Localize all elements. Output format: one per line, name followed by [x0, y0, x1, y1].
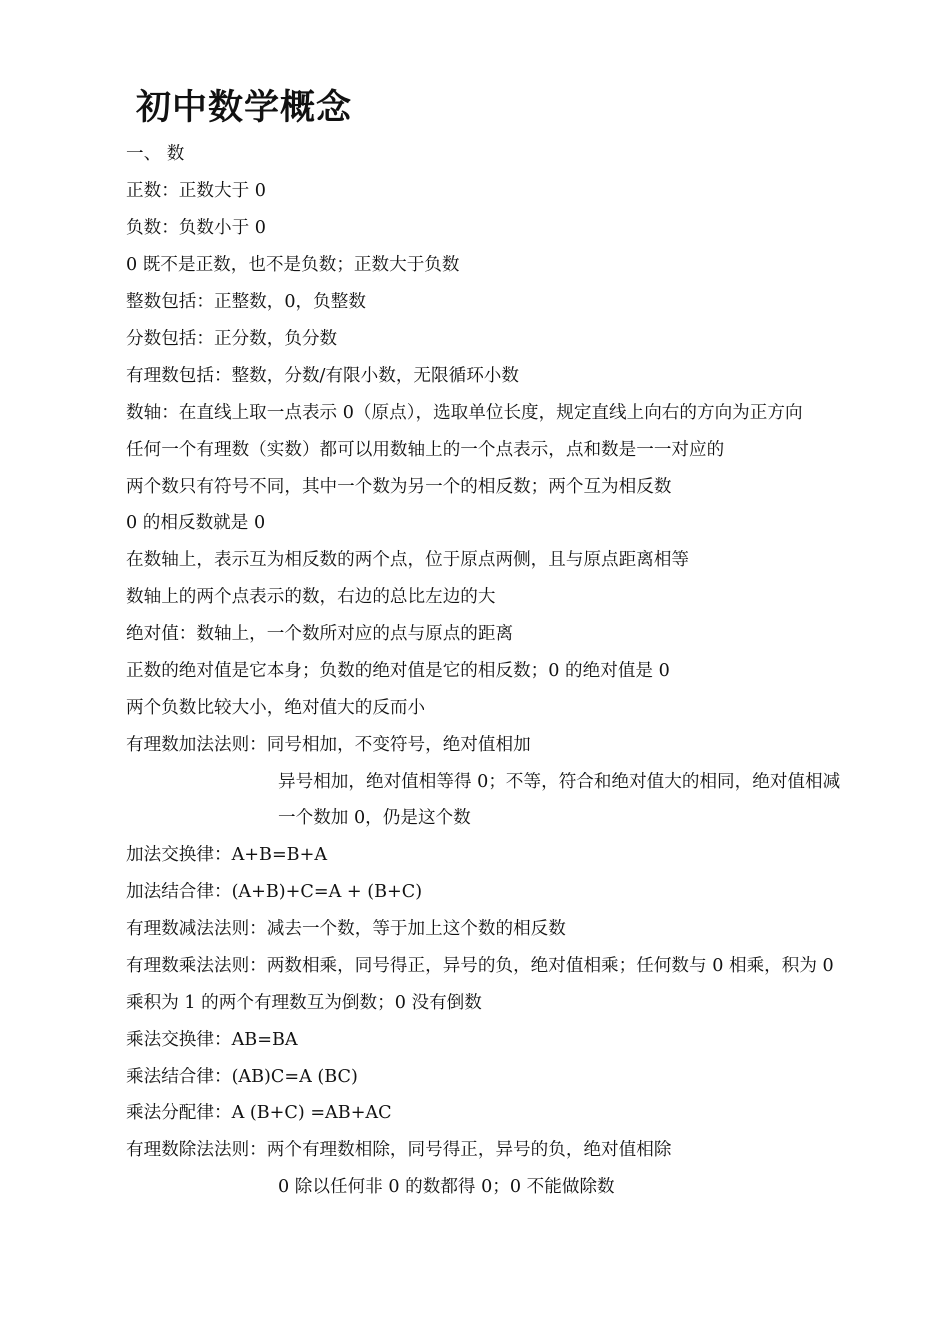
text-line: 正数的绝对值是它本身；负数的绝对值是它的相反数；0 的绝对值是 0 [126, 661, 670, 681]
text-line: 乘法结合律：(AB)C=A (BC) [126, 1067, 358, 1087]
text-line: 加法交换律：A+B=B+A [126, 845, 328, 865]
text-line: 数轴：在直线上取一点表示 0（原点），选取单位长度，规定直线上向右的方向为正方向 [126, 403, 803, 423]
text-line: 乘法交换律：AB=BA [126, 1030, 298, 1050]
text-line-indented: 一个数加 0，仍是这个数 [278, 808, 471, 828]
text-line: 数轴上的两个点表示的数，右边的总比左边的大 [126, 587, 496, 607]
text-line: 任何一个有理数（实数）都可以用数轴上的一个点表示，点和数是一一对应的 [126, 440, 725, 460]
section-heading: 一、 数 [126, 144, 185, 164]
text-line: 绝对值：数轴上，一个数所对应的点与原点的距离 [126, 624, 514, 644]
text-line: 0 的相反数就是 0 [126, 513, 266, 533]
text-line: 0 既不是正数，也不是负数；正数大于负数 [126, 255, 460, 275]
text-line: 分数包括：正分数，负分数 [126, 329, 338, 349]
text-line: 有理数包括：整数，分数/有限小数，无限循环小数 [126, 366, 519, 386]
text-line: 有理数除法法则：两个有理数相除，同号得正，异号的负，绝对值相除 [126, 1140, 672, 1160]
text-line: 有理数乘法法则：两数相乘，同号得正，异号的负，绝对值相乘；任何数与 0 相乘，积为 0 [126, 956, 834, 976]
text-line-indented: 异号相加，绝对值相等得 0；不等，符合和绝对值大的相同，绝对值相减 [278, 772, 841, 792]
text-line: 负数：负数小于 0 [126, 218, 266, 238]
text-line-indented: 0 除以任何非 0 的数都得 0；0 不能做除数 [278, 1177, 615, 1197]
text-line: 在数轴上，表示互为相反数的两个点，位于原点两侧，且与原点距离相等 [126, 550, 690, 570]
text-line: 两个数只有符号不同，其中一个数为另一个的相反数；两个互为相反数 [126, 477, 672, 497]
page-title: 初中数学概念 [136, 88, 353, 128]
text-line: 正数：正数大于 0 [126, 181, 266, 201]
text-line: 加法结合律：(A+B)+C=A + (B+C) [126, 882, 423, 902]
text-line: 有理数减法法则：减去一个数，等于加上这个数的相反数 [126, 919, 566, 939]
text-line: 乘法分配律：A (B+C) =AB+AC [126, 1103, 392, 1123]
text-line: 两个负数比较大小，绝对值大的反而小 [126, 698, 426, 718]
text-line: 乘积为 1 的两个有理数互为倒数；0 没有倒数 [126, 993, 482, 1013]
text-line: 有理数加法法则：同号相加，不变符号，绝对值相加 [126, 735, 531, 755]
text-line: 整数包括：正整数，0，负整数 [126, 292, 366, 312]
